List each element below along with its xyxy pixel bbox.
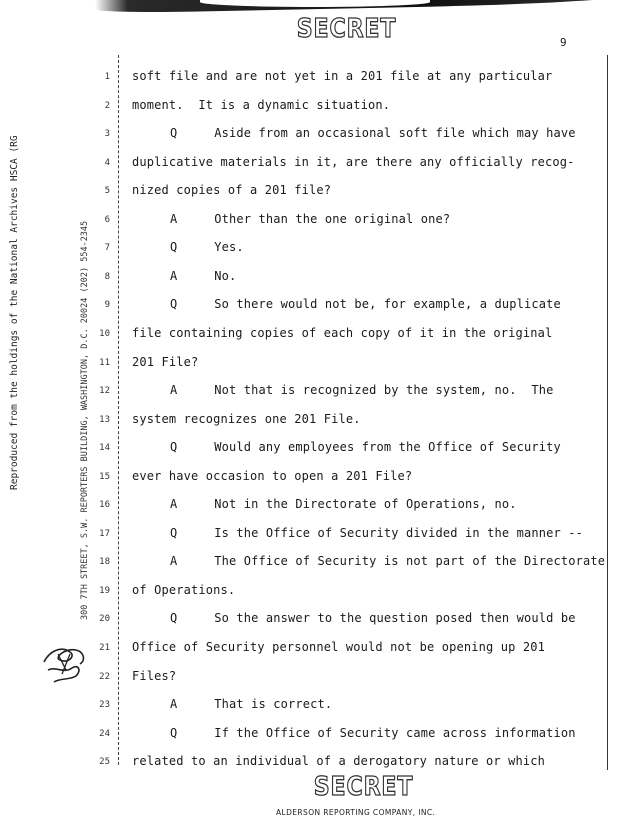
transcript-line: A No. (170, 268, 237, 283)
reporter-address-margin (80, 170, 92, 620)
page-number: 9 (560, 36, 567, 49)
line-number: 21 (99, 643, 110, 653)
line-number: 5 (104, 186, 110, 197)
reporting-company-footer: ALDERSON REPORTING COMPANY, INC. (276, 808, 436, 817)
line-number: 4 (104, 157, 110, 168)
classification-stamp-bottom: SECRET (313, 772, 414, 802)
line-number: 14 (99, 443, 110, 454)
transcript-line: A Other than the one original one? (170, 211, 451, 226)
line-number: 13 (99, 414, 110, 425)
line-number: 6 (104, 214, 110, 225)
right-margin-rule (607, 55, 608, 770)
transcript-line: Q So there would not be, for example, a duplicate (170, 297, 561, 312)
transcript-line: Q If the Office of Security came across information (170, 725, 576, 740)
archive-margin-note (10, 50, 23, 490)
transcript-line: system recognizes one 201 File. (132, 411, 361, 426)
transcript-line: A That is correct. (170, 697, 333, 712)
classification-stamp-top: SECRET (296, 14, 397, 44)
transcript-line: soft file and are not yet in a 201 file at any particular (132, 69, 553, 83)
line-number: 24 (99, 728, 110, 739)
transcript-line: Q So the answer to the question posed then would be (170, 611, 576, 626)
line-number: 12 (99, 386, 110, 397)
line-number: 25 (99, 757, 110, 768)
archive-note-text: Reproduced from the holdings of the National Archives HSCA (RG (9, 135, 20, 490)
line-number: 22 (99, 671, 110, 682)
transcript-line: A The Office of Security is not part of the Directorate (170, 554, 606, 569)
transcript-line: Q Yes. (170, 240, 244, 255)
transcript-line: Q Aside from an occasional soft file which may have (170, 126, 576, 141)
transcript-line: nized copies of a 201 file? (132, 183, 332, 198)
line-number: 23 (99, 700, 110, 711)
reporter-address-text: 300 7TH STREET, S.W. REPORTERS BUILDING, WASHINGTON, D.C. 20024 (202) 554-2345 (80, 220, 90, 620)
transcript-line: Q Would any employees from the Office of Security (170, 440, 561, 455)
handwritten-mark-icon (40, 640, 90, 688)
transcript-line: Q Is the Office of Security divided in the manner -- (170, 525, 583, 540)
transcript-line: 201 File? (132, 354, 199, 369)
line-number: 8 (104, 271, 110, 282)
transcript-line: related to an individual of a derogatory nature or which (132, 754, 545, 769)
transcript-line: duplicative materials in it, are there any officially recog- (132, 154, 575, 169)
line-number: 11 (99, 357, 110, 368)
transcript-line: A Not that is recognized by the system, no. The (170, 383, 554, 398)
line-number: 7 (104, 243, 110, 254)
line-number: 19 (99, 585, 110, 596)
transcript-line: A Not in the Directorate of Operations, no. (170, 497, 517, 512)
line-number: 1 (104, 72, 110, 82)
line-number: 3 (104, 129, 110, 140)
line-number: 15 (99, 471, 110, 482)
transcript-line: Office of Security personnel would not be opening up 201 (132, 640, 545, 654)
transcript-line: moment. It is a dynamic situation. (132, 97, 391, 112)
line-number: 16 (99, 500, 110, 511)
line-number: 20 (99, 614, 110, 625)
left-margin-rule (118, 55, 119, 765)
transcript-line: ever have occasion to open a 201 File? (132, 468, 413, 483)
line-number: 9 (104, 300, 110, 311)
line-number: 10 (99, 328, 110, 339)
transcript-line: Files? (132, 668, 177, 683)
line-number: 17 (99, 528, 110, 539)
line-number: 18 (99, 557, 110, 568)
transcript-line: of Operations. (132, 582, 236, 597)
line-number: 2 (104, 100, 110, 111)
transcript-line: file containing copies of each copy of it in the original (132, 325, 553, 340)
